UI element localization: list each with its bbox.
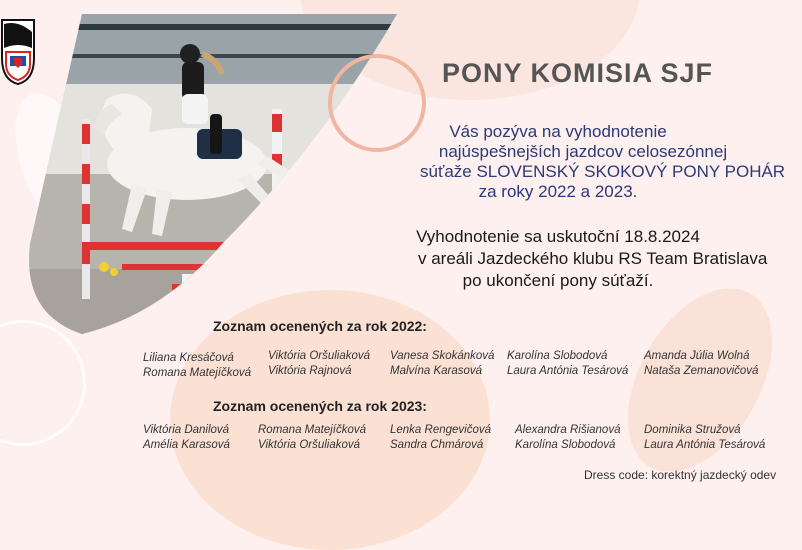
page-title: PONY KOMISIA SJF xyxy=(442,58,714,88)
awards-2022-column xyxy=(268,349,370,379)
awardee-name: Karolína Slobodová xyxy=(515,439,616,451)
awardee-name: Laura Antónia Tesárová xyxy=(644,439,766,451)
awardee-name: Lenka Rengevičová xyxy=(390,424,492,436)
awardee-name: Dominika Stružová xyxy=(644,424,741,436)
awards-2023-column xyxy=(644,423,766,453)
awardee-name: Amanda Júlia Wolná xyxy=(644,350,750,362)
awardee-name: Viktória Oršuliaková xyxy=(258,439,361,451)
invitation-line: najúspešnejších jazdcov celosezónnej xyxy=(438,142,728,161)
awardee-name: Amélia Karasová xyxy=(143,439,230,451)
awards-2023-column xyxy=(143,423,230,453)
awardee-name: Romana Matejíčková xyxy=(258,424,367,436)
awardee-name: Malvína Karasová xyxy=(390,365,483,377)
awards-2022-column xyxy=(143,351,251,381)
awardee-name: Viktória Danilová xyxy=(143,424,230,436)
awardee-name: Vanesa Skokánková xyxy=(390,350,495,362)
invitation-line: za roky 2022 a 2023. xyxy=(478,182,638,201)
evaluation-text xyxy=(366,226,768,292)
awardee-name: Alexandra Rišianová xyxy=(515,424,621,436)
awards-2023-column xyxy=(258,423,366,453)
invitation-text xyxy=(366,122,786,202)
evaluation-line: v areáli Jazdeckého klubu RS Team Bratislava xyxy=(418,249,768,268)
awardee-name: Sandra Chmárová xyxy=(390,439,484,451)
awardee-name: Viktória Oršuliaková xyxy=(268,350,371,362)
awards-2023-column xyxy=(515,423,620,453)
awards-2022-column xyxy=(390,349,494,379)
evaluation-line: Vyhodnotenie sa uskutoční 18.8.2024 xyxy=(416,227,700,246)
awardee-name: Laura Antónia Tesárová xyxy=(507,365,629,377)
dress-code: Dress code: korektný jazdecký odev xyxy=(584,468,777,482)
decorative-leaf-right xyxy=(598,263,802,496)
hero-photo xyxy=(22,14,402,344)
awardee-name: Liliana Kresáčová xyxy=(143,352,234,364)
awards-2023-heading: Zoznam ocenených za rok 2023: xyxy=(213,398,427,414)
awardee-name: Nataša Zemanovičová xyxy=(644,365,759,377)
awards-2022-heading: Zoznam ocenených za rok 2022: xyxy=(213,318,427,334)
awards-2023-column xyxy=(390,423,491,453)
invitation-line: Vás pozýva na vyhodnotenie xyxy=(449,122,667,141)
awardee-name: Romana Matejíčková xyxy=(143,367,252,379)
evaluation-line: po ukončení pony súťaží. xyxy=(462,271,654,290)
invitation-line: súťaže SLOVENSKÝ SKOKOVÝ PONY POHÁR xyxy=(420,162,786,181)
federation-logo xyxy=(0,18,38,86)
awardee-name: Karolína Slobodová xyxy=(507,350,608,362)
awards-2022-column xyxy=(644,349,759,379)
awardee-name: Viktória Rajnová xyxy=(268,365,352,377)
awards-2022-column xyxy=(507,349,628,379)
